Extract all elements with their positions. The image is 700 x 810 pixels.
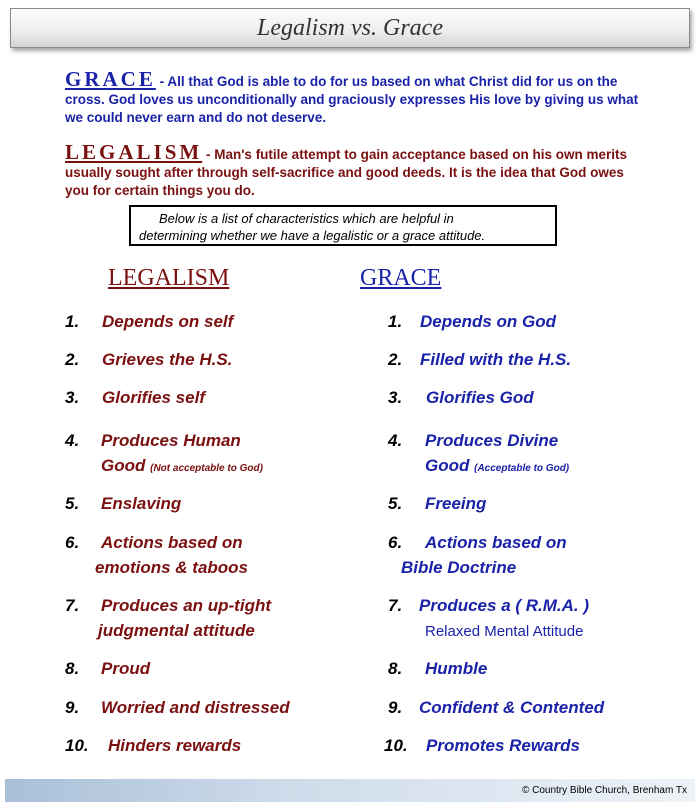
- legalism-item: 10. Hinders rewards: [65, 736, 242, 755]
- intro-box: [129, 205, 557, 246]
- grace-item: 9. Confident & Contented: [388, 698, 605, 717]
- grace-definition: GRACE - All that God is able to do for us based on what Christ did for us on the cross. God loves us unconditionally and graciously expresses His love by giving us what we could never earn and do not deserve.: [65, 67, 639, 125]
- legalism-definition-text: Man's futile attempt to gain acceptance based on his own merits usually sought after through self-sacrifice and good deeds. It is the idea that God owes you for certain things you do.: [65, 147, 628, 198]
- grace-column-heading: GRACE: [360, 265, 442, 291]
- copyright-text: © Country Bible Church, Brenham Tx: [521, 785, 687, 796]
- legalism-term: LEGALISM: [65, 140, 203, 164]
- legalism-item: 8. Proud: [65, 659, 151, 678]
- grace-item-note: (Acceptable to God): [474, 463, 570, 474]
- grace-definition-text: All that God is able to do for us based on what Christ did for us on the cross. God loves us unconditionally and graciously expresses His love by giving us what we could never earn and do not deserve.: [65, 74, 639, 125]
- footer-bar: [5, 779, 695, 802]
- grace-item: 5. Freeing: [388, 494, 487, 513]
- legalism-item-note: (Not acceptable to God): [150, 463, 263, 474]
- grace-item: 4. Produces Divine Good (Acceptable to God): [388, 431, 570, 475]
- legalism-definition: LEGALISM - Man's futile attempt to gain acceptance based on his own merits usually sought after through self-sacrifice and good deeds. It is the idea that God owes you for certain things you do.: [65, 140, 628, 198]
- legalism-item: 6. Actions based on emotions & taboos: [65, 533, 249, 577]
- grace-item: 10. Promotes Rewards: [384, 736, 580, 755]
- page-title: Legalism vs. Grace: [257, 14, 443, 41]
- legalism-item: 3. Glorifies self: [65, 388, 205, 407]
- legalism-item: 7. Produces an up-tight judgmental attitude: [65, 596, 271, 640]
- legalism-item: 1. Depends on self: [65, 312, 234, 331]
- grace-item: 3. Glorifies God: [388, 388, 534, 407]
- legalism-column-heading: LEGALISM: [108, 265, 230, 291]
- legalism-item: 2. Grieves the H.S.: [65, 350, 233, 369]
- intro-line-2: determining whether we have a legalistic or a grace attitude.: [139, 228, 486, 243]
- legalism-item: 4. Produces Human Good (Not acceptable to God): [65, 431, 263, 475]
- intro-line-1: Below is a list of characteristics which are helpful in: [159, 211, 454, 226]
- grace-item: 2. Filled with the H.S.: [388, 350, 572, 369]
- title-banner: [10, 8, 690, 48]
- legalism-item: 9. Worried and distressed: [65, 698, 290, 717]
- legalism-item: 5. Enslaving: [65, 494, 182, 513]
- grace-item: 6. Actions based on Bible Doctrine: [388, 533, 567, 577]
- grace-item: 7. Produces a ( R.M.A. ) Relaxed Mental Attitude: [388, 596, 590, 640]
- grace-term: GRACE: [65, 67, 156, 91]
- grace-item: 8. Humble: [388, 659, 488, 678]
- grace-item: 1. Depends on God: [388, 312, 556, 331]
